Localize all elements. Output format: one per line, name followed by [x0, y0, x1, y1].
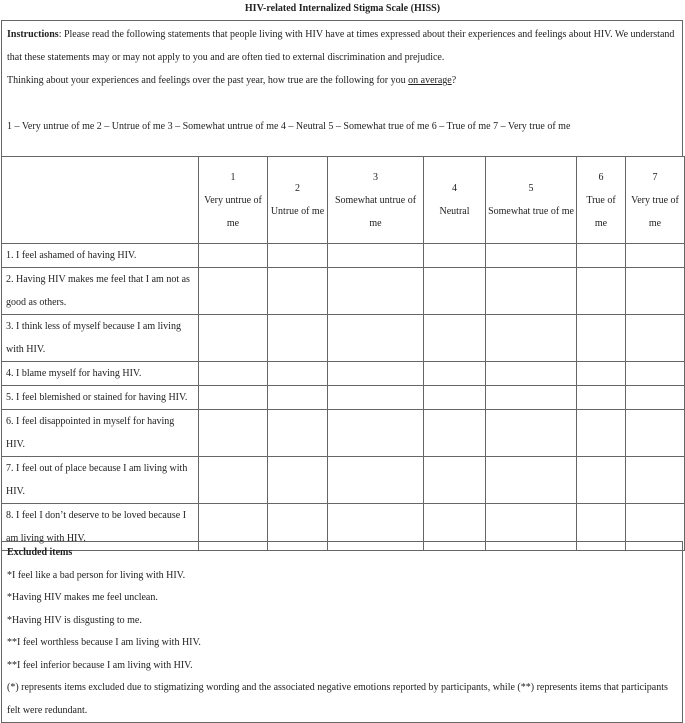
rating-cell-6[interactable]: [577, 457, 626, 504]
excluded-heading: Excluded items: [7, 547, 73, 558]
rating-cell-1[interactable]: [199, 386, 268, 410]
column-number: 4: [452, 183, 457, 194]
rating-cell-4[interactable]: [424, 362, 486, 386]
column-number: 1: [230, 171, 236, 183]
rating-cell-6[interactable]: [577, 386, 626, 410]
column-label: Very true of me: [631, 194, 679, 229]
item-statement: 8. I feel I don’t deserve to be loved because I am living with HIV.: [2, 504, 199, 551]
table-row: [2, 410, 685, 457]
table-row: [2, 244, 685, 268]
column-number: 3: [373, 171, 378, 183]
column-label: Very untrue of me: [204, 194, 262, 229]
rating-cell-5[interactable]: [486, 268, 577, 315]
table-row: [2, 362, 685, 386]
column-header-3: [328, 157, 424, 244]
excluded-item: *Having HIV is disgusting to me.: [7, 614, 142, 626]
column-number: 7: [652, 171, 658, 183]
rating-cell-2[interactable]: [268, 457, 328, 504]
rating-cell-2[interactable]: [268, 315, 328, 362]
rating-cell-2[interactable]: [268, 362, 328, 386]
item-statement: 2. Having HIV makes me feel that I am not as good as others.: [2, 268, 199, 315]
column-number: 2: [295, 183, 300, 194]
rating-cell-5[interactable]: [486, 362, 577, 386]
rating-cell-7[interactable]: [626, 244, 685, 268]
column-label: True of me: [586, 194, 616, 229]
rating-cell-5[interactable]: [486, 386, 577, 410]
table-row: [2, 386, 685, 410]
rating-cell-6[interactable]: [577, 315, 626, 362]
rating-cell-1[interactable]: [199, 315, 268, 362]
rating-cell-1[interactable]: [199, 457, 268, 504]
column-header-1: [199, 157, 268, 244]
column-header-4: [424, 157, 486, 244]
instructions-emphasis: on average: [408, 75, 452, 86]
column-header-5: [486, 157, 577, 244]
rating-cell-4[interactable]: [424, 410, 486, 457]
column-number: 5: [528, 183, 534, 194]
rating-cell-2[interactable]: [268, 410, 328, 457]
item-statement: 5. I feel blemished or stained for having HIV.: [2, 386, 199, 410]
item-statement: 7. I feel out of place because I am living with HIV.: [2, 457, 199, 504]
rating-cell-7[interactable]: [626, 268, 685, 315]
column-number: 6: [598, 171, 604, 183]
rating-cell-3[interactable]: [328, 410, 424, 457]
item-statement: 4. I blame myself for having HIV.: [2, 362, 199, 386]
rating-cell-4[interactable]: [424, 315, 486, 362]
rating-cell-2[interactable]: [268, 386, 328, 410]
rating-cell-7[interactable]: [626, 362, 685, 386]
excluded-item: **I feel worthless because I am living with HIV.: [7, 637, 201, 648]
rating-cell-4[interactable]: [424, 386, 486, 410]
rating-cell-6[interactable]: [577, 244, 626, 268]
rating-cell-2[interactable]: [268, 268, 328, 315]
rating-cell-6[interactable]: [577, 410, 626, 457]
rating-cell-3[interactable]: [328, 315, 424, 362]
column-header-2: [268, 157, 328, 244]
item-statement: 1. I feel ashamed of having HIV.: [2, 244, 199, 268]
rating-cell-6[interactable]: [577, 362, 626, 386]
rating-cell-5[interactable]: [486, 244, 577, 268]
rating-cell-4[interactable]: [424, 244, 486, 268]
rating-cell-7[interactable]: [626, 386, 685, 410]
rating-cell-7[interactable]: [626, 457, 685, 504]
table-row: [2, 268, 685, 315]
rating-cell-3[interactable]: [328, 386, 424, 410]
column-label: Untrue of me: [270, 206, 325, 217]
rating-cell-1[interactable]: [199, 244, 268, 268]
instructions-question-end: ?: [451, 75, 457, 86]
column-label: Somewhat true of me: [488, 206, 574, 217]
instructions-label: Instructions: [7, 29, 59, 40]
rating-cell-3[interactable]: [328, 362, 424, 386]
rating-cell-3[interactable]: [328, 244, 424, 268]
instructions-question: Thinking about your experiences and feelings over the past year, how true are the following for you: [7, 75, 409, 86]
item-statement: 6. I feel disappointed in myself for having HIV.: [2, 410, 199, 457]
instructions-text: : Please read the following statements that people living with HIV have at times expressed about their experiences and feelings about HIV. We understand that these statements may or may not apply to you and are often tied to external discrimination and prejudice.: [7, 29, 675, 63]
rating-cell-7[interactable]: [626, 410, 685, 457]
header-blank: [2, 157, 199, 244]
rating-cell-6[interactable]: [577, 268, 626, 315]
column-header-7: [626, 157, 685, 244]
rating-cell-1[interactable]: [199, 268, 268, 315]
rating-cell-4[interactable]: [424, 268, 486, 315]
scale-legend: 1 – Very untrue of me 2 – Untrue of me 3 – Somewhat untrue of me 4 – Neutral 5 – Somewhat true of me 6 – True of me 7 – Very true of me: [7, 121, 571, 132]
excluded-items-box: [1, 541, 683, 723]
rating-cell-5[interactable]: [486, 410, 577, 457]
excluded-item: *Having HIV makes me feel unclean.: [7, 592, 158, 603]
rating-cell-4[interactable]: [424, 457, 486, 504]
column-label: Neutral: [439, 206, 470, 217]
excluded-item: *I feel like a bad person for living with HIV.: [7, 569, 186, 581]
instructions-box: [1, 20, 683, 157]
column-label: Somewhat untrue of me: [334, 194, 417, 229]
rating-cell-1[interactable]: [199, 410, 268, 457]
table-row: [2, 315, 685, 362]
rating-cell-3[interactable]: [328, 457, 424, 504]
item-statement: 3. I think less of myself because I am living with HIV.: [2, 315, 199, 362]
rating-cell-1[interactable]: [199, 362, 268, 386]
excluded-note: (*) represents items excluded due to stigmatizing wording and the associated negative emotions reported by participants, while (**) represents items that participants felt were redundant.: [7, 682, 668, 716]
column-header-6: [577, 157, 626, 244]
excluded-item: **I feel inferior because I am living with HIV.: [7, 659, 193, 671]
table-row: [2, 457, 685, 504]
document-title: HIV-related Internalized Stigma Scale (HISS): [244, 3, 441, 14]
rating-cell-2[interactable]: [268, 244, 328, 268]
rating-cell-7[interactable]: [626, 315, 685, 362]
rating-cell-5[interactable]: [486, 315, 577, 362]
rating-cell-3[interactable]: [328, 268, 424, 315]
rating-table: [1, 156, 685, 551]
rating-cell-5[interactable]: [486, 457, 577, 504]
